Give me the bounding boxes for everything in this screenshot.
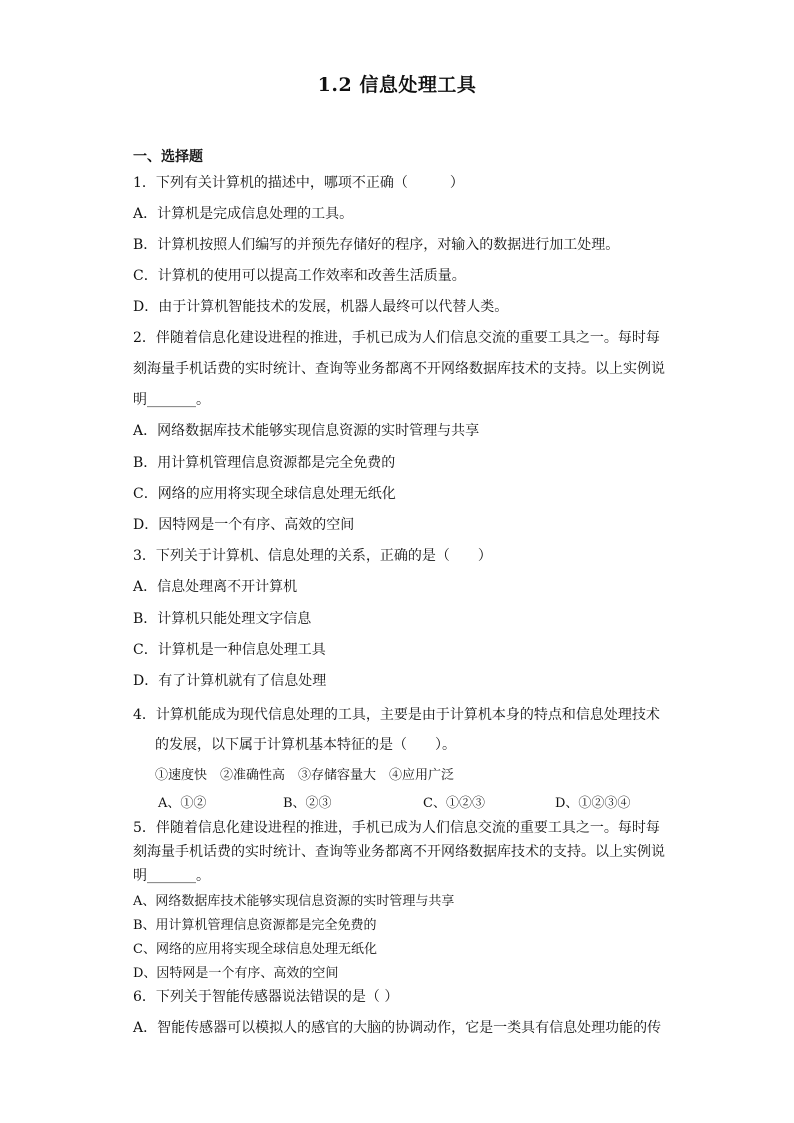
q2-stem-line1: 2．伴随着信息化建设进程的推进，手机已成为人们信息交流的重要工具之一。每时每 [133, 330, 660, 346]
q5-stem-line1: 5．伴随着信息化建设进程的推进，手机已成为人们信息交流的重要工具之一。每时每 [133, 820, 660, 836]
q4-option-a: A、①② [158, 796, 207, 811]
q6-stem: 6．下列关于智能传感器说法错误的是（ ） [133, 989, 399, 1005]
q1-option-a: A．计算机是完成信息处理的工具。 [133, 206, 354, 222]
q2-option-a: A．网络数据库技术能够实现信息资源的实时管理与共享 [133, 423, 480, 439]
q3-option-d: D．有了计算机就有了信息处理 [133, 673, 327, 689]
q4-features: ①速度快 ②准确性高 ③存储容量大 ④应用广泛 [155, 768, 455, 783]
q1-stem: 1．下列有关计算机的描述中，哪项不正确（ ） [133, 175, 464, 191]
q1-option-d: D．由于计算机智能技术的发展，机器人最终可以代替人类。 [133, 299, 509, 315]
q4-option-b: B、②③ [283, 796, 332, 811]
q1-option-c: C．计算机的使用可以提高工作效率和改善生活质量。 [133, 268, 466, 284]
q3-option-c: C．计算机是一种信息处理工具 [133, 642, 326, 658]
q5-stem-line3: 明_______。 [133, 868, 210, 884]
q6-option-a: A．智能传感器可以模拟人的感官的大脑的协调动作，它是一类具有信息处理功能的传 [133, 1020, 662, 1036]
q2-option-b: B．用计算机管理信息资源都是完全免费的 [133, 455, 396, 471]
q1-option-b: B．计算机按照人们编写的并预先存储好的程序，对输入的数据进行加工处理。 [133, 237, 620, 253]
q3-option-a: A．信息处理离不开计算机 [133, 579, 298, 595]
q5-stem-line2: 刻海量手机话费的实时统计、查询等业务都离不开网络数据库技术的支持。以上实例说 [133, 844, 665, 860]
q3-stem: 3．下列关于计算机、信息处理的关系，正确的是（ ） [133, 548, 492, 564]
q4-option-d: D、①②③④ [555, 796, 631, 811]
q5-option-a: A、网络数据库技术能够实现信息资源的实时管理与共享 [133, 894, 455, 909]
q4-option-c: C、①②③ [423, 796, 485, 811]
q5-option-b: B、用计算机管理信息资源都是完全免费的 [133, 918, 377, 933]
page-title: 1.2 信息处理工具 [317, 74, 477, 96]
q2-stem-line2: 刻海量手机话费的实时统计、查询等业务都离不开网络数据库技术的支持。以上实例说 [133, 361, 665, 377]
q5-option-d: D、因特网是一个有序、高效的空间 [133, 966, 339, 981]
q2-stem-line3: 明_______。 [133, 392, 210, 408]
q2-option-c: C．网络的应用将实现全球信息处理无纸化 [133, 486, 396, 502]
q5-option-c: C、网络的应用将实现全球信息处理无纸化 [133, 942, 377, 957]
q3-option-b: B．计算机只能处理文字信息 [133, 611, 312, 627]
section-heading: 一、选择题 [133, 149, 203, 165]
q4-stem-line2: 的发展，以下属于计算机基本特征的是（ ）。 [155, 737, 456, 753]
q2-option-d: D．因特网是一个有序、高效的空间 [133, 517, 355, 533]
q4-stem-line1: 4．计算机能成为现代信息处理的工具，主要是由于计算机本身的特点和信息处理技术 [133, 707, 660, 723]
